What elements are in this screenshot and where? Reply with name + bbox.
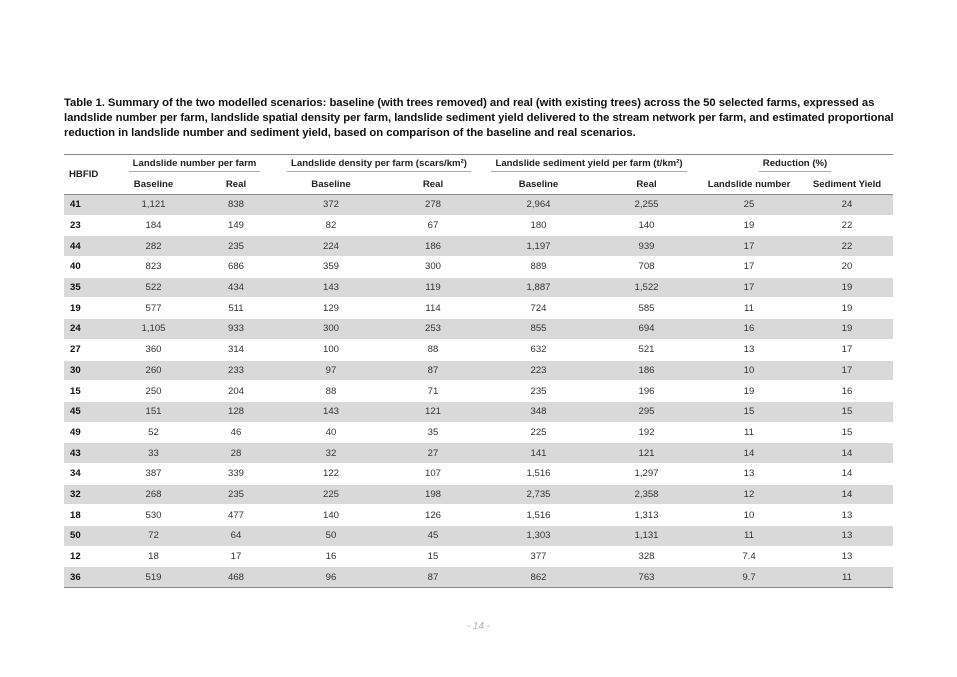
table-cell: 15 [385, 546, 481, 567]
subheader-number-baseline: Baseline [133, 179, 174, 190]
table-cell: 1,313 [596, 505, 697, 526]
table-cell: 933 [195, 319, 277, 340]
table-cell: 519 [112, 567, 195, 588]
table-cell: 97 [277, 360, 385, 381]
table-cell: 140 [277, 505, 385, 526]
table-cell: 763 [596, 567, 697, 588]
table-row [64, 463, 893, 484]
table-row [64, 319, 893, 340]
table-cell: 15 [801, 401, 893, 422]
cell-hbfid: 43 [64, 443, 112, 464]
table-cell: 7.4 [697, 546, 801, 567]
table-cell: 71 [385, 381, 481, 402]
table-cell: 224 [277, 236, 385, 257]
table-cell: 121 [596, 443, 697, 464]
cell-hbfid: 27 [64, 339, 112, 360]
group-header-reduction: Reduction (%) [697, 155, 893, 176]
table-cell: 1,303 [481, 526, 596, 547]
table-cell: 387 [112, 463, 195, 484]
table-cell: 11 [801, 567, 893, 588]
table-row [64, 401, 893, 422]
table-cell: 2,964 [481, 195, 596, 216]
table-cell: 17 [801, 360, 893, 381]
table-cell: 862 [481, 567, 596, 588]
table-cell: 225 [277, 484, 385, 505]
table-cell: 186 [385, 236, 481, 257]
table-cell: 32 [277, 443, 385, 464]
table-cell: 46 [195, 422, 277, 443]
table-cell: 14 [801, 443, 893, 464]
table-cell: 530 [112, 505, 195, 526]
table-cell: 686 [195, 257, 277, 278]
table-cell: 19 [697, 215, 801, 236]
table-cell: 114 [385, 298, 481, 319]
table-cell: 295 [596, 401, 697, 422]
subheader-density-real: Real [422, 179, 444, 190]
table-cell: 838 [195, 195, 277, 216]
subheader-number-real: Real [225, 179, 247, 190]
table-cell: 143 [277, 401, 385, 422]
table-cell: 694 [596, 319, 697, 340]
table-cell: 128 [195, 401, 277, 422]
group-header-landslide-density: Landslide density per farm (scars/km²) [277, 155, 481, 176]
table-cell: 11 [697, 422, 801, 443]
table-cell: 235 [195, 484, 277, 505]
table-row [64, 195, 893, 216]
table-cell: 13 [801, 526, 893, 547]
table-cell: 186 [596, 360, 697, 381]
subheader-reduction-sediment-yield: Sediment Yield [812, 179, 882, 190]
table-cell: 235 [195, 236, 277, 257]
cell-hbfid: 34 [64, 463, 112, 484]
table-cell: 52 [112, 422, 195, 443]
table-cell: 184 [112, 215, 195, 236]
table-cell: 45 [385, 526, 481, 547]
table-cell: 35 [385, 422, 481, 443]
table-cell: 126 [385, 505, 481, 526]
table-cell: 223 [481, 360, 596, 381]
table-cell: 372 [277, 195, 385, 216]
table-cell: 40 [277, 422, 385, 443]
cell-hbfid: 19 [64, 298, 112, 319]
table-cell: 72 [112, 526, 195, 547]
table-caption: Table 1. Summary of the two modelled scenarios: baseline (with trees removed) and real (with existing trees) across the 50 selected farms, expressed as landslide number per farm, landslide spatial density per farm, landslide sediment yield delivered to the stream network per farm, and estimated proportional reduction in landslide number and sediment yield, based on comparison of the baseline and real scenarios. [64, 97, 894, 139]
table-cell: 67 [385, 215, 481, 236]
table-cell: 18 [112, 546, 195, 567]
table-cell: 140 [596, 215, 697, 236]
table-cell: 149 [195, 215, 277, 236]
table-cell: 96 [277, 567, 385, 588]
table-cell: 22 [801, 236, 893, 257]
table-cell: 87 [385, 360, 481, 381]
table-cell: 17 [697, 277, 801, 298]
table-cell: 192 [596, 422, 697, 443]
table-cell: 33 [112, 443, 195, 464]
table-cell: 16 [697, 319, 801, 340]
table-cell: 939 [596, 236, 697, 257]
table-cell: 632 [481, 339, 596, 360]
table-cell: 708 [596, 257, 697, 278]
table-cell: 521 [596, 339, 697, 360]
table-cell: 10 [697, 360, 801, 381]
table-cell: 19 [697, 381, 801, 402]
cell-hbfid: 12 [64, 546, 112, 567]
table-cell: 88 [277, 381, 385, 402]
table-cell: 12 [697, 484, 801, 505]
table-cell: 13 [697, 463, 801, 484]
table-cell: 1,516 [481, 463, 596, 484]
table-row [64, 277, 893, 298]
table-row [64, 526, 893, 547]
page-number: - 14 - [466, 621, 491, 632]
table-cell: 468 [195, 567, 277, 588]
table-row [64, 422, 893, 443]
table-cell: 13 [801, 546, 893, 567]
table-cell: 724 [481, 298, 596, 319]
table-cell: 377 [481, 546, 596, 567]
table-cell: 1,105 [112, 319, 195, 340]
table-cell: 122 [277, 463, 385, 484]
table-cell: 119 [385, 277, 481, 298]
table-cell: 204 [195, 381, 277, 402]
table-row [64, 215, 893, 236]
table-cell: 22 [801, 215, 893, 236]
table-row [64, 381, 893, 402]
table-cell: 198 [385, 484, 481, 505]
table-cell: 16 [801, 381, 893, 402]
table-cell: 143 [277, 277, 385, 298]
table-cell: 17 [697, 257, 801, 278]
table-cell: 359 [277, 257, 385, 278]
table-cell: 9.7 [697, 567, 801, 588]
table-cell: 13 [801, 505, 893, 526]
table-row [64, 567, 893, 588]
table-row [64, 339, 893, 360]
table-cell: 2,255 [596, 195, 697, 216]
table-cell: 15 [801, 422, 893, 443]
table-cell: 268 [112, 484, 195, 505]
table-cell: 64 [195, 526, 277, 547]
table-cell: 14 [697, 443, 801, 464]
table-cell: 2,735 [481, 484, 596, 505]
table-cell: 20 [801, 257, 893, 278]
table-row [64, 298, 893, 319]
table-row [64, 443, 893, 464]
table-row [64, 360, 893, 381]
table-cell: 151 [112, 401, 195, 422]
table-cell: 339 [195, 463, 277, 484]
table-cell: 314 [195, 339, 277, 360]
table-cell: 328 [596, 546, 697, 567]
table-cell: 577 [112, 298, 195, 319]
table-cell: 11 [697, 526, 801, 547]
table-cell: 300 [385, 257, 481, 278]
cell-hbfid: 36 [64, 567, 112, 588]
table-cell: 14 [801, 484, 893, 505]
table-cell: 300 [277, 319, 385, 340]
table-row [64, 257, 893, 278]
group-header-sediment-yield: Landslide sediment yield per farm (t/km²) [481, 155, 697, 176]
group-header-landslide-number: Landslide number per farm [112, 155, 277, 176]
table-cell: 141 [481, 443, 596, 464]
subheader-density-baseline: Baseline [311, 179, 351, 190]
table-cell: 477 [195, 505, 277, 526]
table-cell: 1,522 [596, 277, 697, 298]
table-cell: 87 [385, 567, 481, 588]
subheader-yield-real: Real [636, 179, 657, 190]
cell-hbfid: 35 [64, 277, 112, 298]
summary-table [64, 154, 893, 588]
table-cell: 522 [112, 277, 195, 298]
table-cell: 17 [697, 236, 801, 257]
table-cell: 196 [596, 381, 697, 402]
table-cell: 17 [195, 546, 277, 567]
table-cell: 13 [697, 339, 801, 360]
table-row [64, 236, 893, 257]
table-cell: 282 [112, 236, 195, 257]
table-cell: 1,197 [481, 236, 596, 257]
table-cell: 1,131 [596, 526, 697, 547]
table-cell: 180 [481, 215, 596, 236]
table-cell: 250 [112, 381, 195, 402]
table-cell: 16 [277, 546, 385, 567]
subheader-reduction-landslide-number: Landslide number [707, 179, 791, 190]
table-cell: 1,516 [481, 505, 596, 526]
table-cell: 14 [801, 463, 893, 484]
subheader-yield-baseline: Baseline [518, 179, 559, 190]
table-cell: 28 [195, 443, 277, 464]
cell-hbfid: 23 [64, 215, 112, 236]
cell-hbfid: 18 [64, 505, 112, 526]
cell-hbfid: 41 [64, 195, 112, 216]
table-cell: 233 [195, 360, 277, 381]
table-row [64, 546, 893, 567]
table-cell: 129 [277, 298, 385, 319]
table-cell: 855 [481, 319, 596, 340]
cell-hbfid: 44 [64, 236, 112, 257]
cell-hbfid: 24 [64, 319, 112, 340]
table-cell: 24 [801, 195, 893, 216]
table-cell: 585 [596, 298, 697, 319]
table-cell: 2,358 [596, 484, 697, 505]
cell-hbfid: 40 [64, 257, 112, 278]
cell-hbfid: 30 [64, 360, 112, 381]
table-cell: 434 [195, 277, 277, 298]
table-cell: 511 [195, 298, 277, 319]
table-cell: 889 [481, 257, 596, 278]
table-row [64, 484, 893, 505]
table-cell: 1,121 [112, 195, 195, 216]
table-cell: 121 [385, 401, 481, 422]
cell-hbfid: 49 [64, 422, 112, 443]
table-cell: 225 [481, 422, 596, 443]
table-cell: 260 [112, 360, 195, 381]
table-cell: 19 [801, 277, 893, 298]
table-cell: 27 [385, 443, 481, 464]
table-cell: 82 [277, 215, 385, 236]
table-cell: 100 [277, 339, 385, 360]
table-cell: 1,887 [481, 277, 596, 298]
cell-hbfid: 45 [64, 401, 112, 422]
cell-hbfid: 15 [64, 381, 112, 402]
table-cell: 1,297 [596, 463, 697, 484]
table-cell: 15 [697, 401, 801, 422]
header-hbfid: HBFID [69, 169, 99, 180]
table-row [64, 505, 893, 526]
cell-hbfid: 32 [64, 484, 112, 505]
table-cell: 11 [697, 298, 801, 319]
table-cell: 278 [385, 195, 481, 216]
table-cell: 19 [801, 298, 893, 319]
table-cell: 348 [481, 401, 596, 422]
table-cell: 88 [385, 339, 481, 360]
table-cell: 10 [697, 505, 801, 526]
table-cell: 360 [112, 339, 195, 360]
table-cell: 25 [697, 195, 801, 216]
cell-hbfid: 50 [64, 526, 112, 547]
table-cell: 253 [385, 319, 481, 340]
table-cell: 235 [481, 381, 596, 402]
table-cell: 107 [385, 463, 481, 484]
table-body [64, 195, 893, 588]
table-cell: 17 [801, 339, 893, 360]
table-cell: 19 [801, 319, 893, 340]
table-cell: 823 [112, 257, 195, 278]
table-cell: 50 [277, 526, 385, 547]
